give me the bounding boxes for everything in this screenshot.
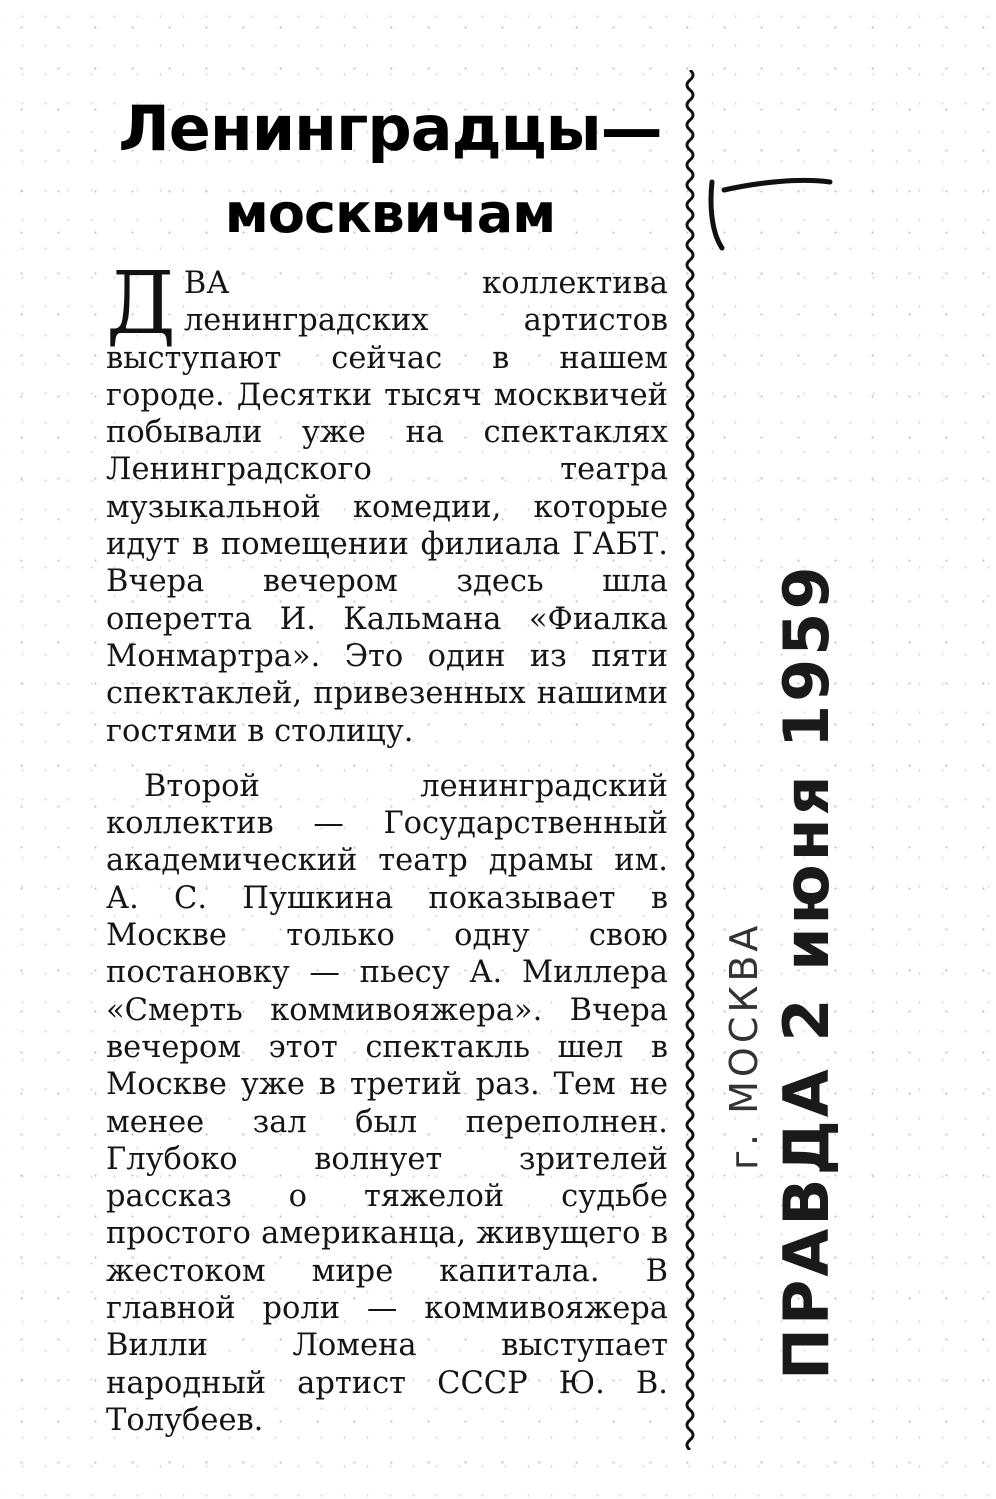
paragraph-1-text: ВА коллектива ленинградских артистов выступают сейчас в нашем городе. Десятки тысяч москвичей побывали уже на спектаклях Ленинградского театра музыкальной комедии, которые идут в помещении филиала ГАБТ. Вчера вечером здесь шла оперетта И. Кальмана «Фиалка Монмартра». Это один из пяти спектаклей, привезенных нашими гостями в столицу. <box>106 266 668 749</box>
headline-line-2: москвичам <box>224 182 556 245</box>
paragraph-2: Второй ленинградский коллектив — Государственный академический театр драмы им. А. С. Пушкина показывает в Москве только одну свою постановку — пьесу А. Миллера «Смерть коммивояжера». Вчера вечером этот спектакль шел в Москве уже в третий раз. Тем не менее зал был переполнен. Глубоко волнует зрителей рассказ о тяжелой судьбе простого американца, живущего в жестоком мире капитала. В главной роли — коммивояжера Вилли Ломена выступает народный артист СССР Ю. В. Толубеев. <box>106 768 668 1438</box>
paragraph-1 <box>106 254 668 750</box>
headline-line-1: Ленинградцы— <box>118 92 662 165</box>
handwritten-mark <box>700 160 840 260</box>
newspaper-clipping <box>100 70 680 1450</box>
stamp-newspaper-date: ПРАВДА 2 июня 1959 <box>770 563 843 1380</box>
drop-cap: Д <box>106 254 176 354</box>
wavy-column-rule <box>682 70 698 1450</box>
article-body <box>106 254 668 1439</box>
stamp-city: г. МОСКВА <box>722 921 766 1170</box>
